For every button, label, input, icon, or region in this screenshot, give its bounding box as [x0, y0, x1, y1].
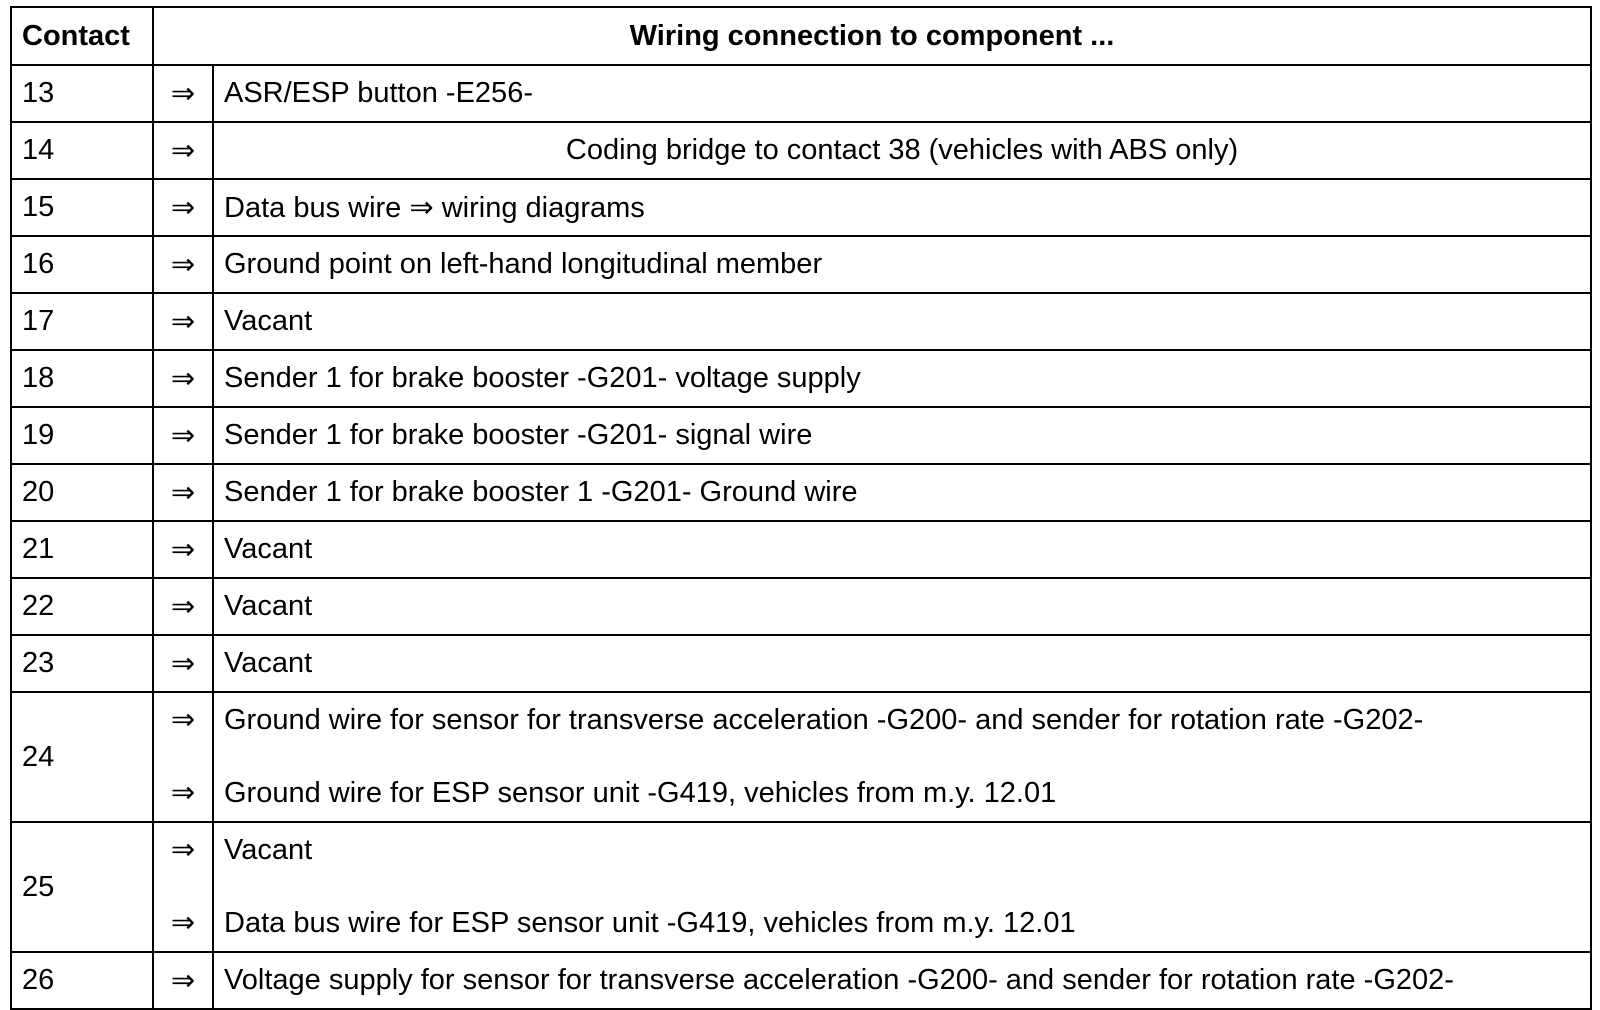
connection-description: Coding bridge to contact 38 (vehicles with ABS only) [213, 122, 1591, 179]
arrow-cell [153, 822, 213, 952]
table-row [11, 521, 1591, 578]
arrow-icon: ⇒ [153, 293, 213, 350]
connection-description: Vacant [213, 578, 1591, 635]
arrow-icon: ⇒ [170, 704, 196, 736]
header-contact: Contact [11, 7, 153, 65]
contact-number: 15 [11, 179, 153, 236]
table-row [11, 578, 1591, 635]
table-row [11, 293, 1591, 350]
connection-description: ASR/ESP button -E256- [213, 65, 1591, 122]
contact-number: 14 [11, 122, 153, 179]
contact-number: 26 [11, 952, 153, 1009]
arrow-icon: ⇒ [153, 236, 213, 293]
connection-description: Sender 1 for brake booster 1 -G201- Ground wire [213, 464, 1591, 521]
table-row [11, 122, 1591, 179]
connection-description: Ground wire for ESP sensor unit -G419, vehicles from m.y. 12.01 [224, 777, 1057, 809]
table-row [11, 635, 1591, 692]
table-row [11, 822, 1591, 952]
connection-description: Vacant [224, 834, 313, 866]
connection-description-cell [213, 822, 1591, 952]
contact-number: 18 [11, 350, 153, 407]
connection-description: Vacant [213, 521, 1591, 578]
arrow-icon: ⇒ [153, 578, 213, 635]
arrow-icon: ⇒ [153, 407, 213, 464]
arrow-icon: ⇒ [170, 907, 196, 939]
arrow-icon: ⇒ [153, 179, 213, 236]
arrow-icon: ⇒ [153, 65, 213, 122]
arrow-icon: ⇒ [153, 952, 213, 1009]
connection-description: Voltage supply for sensor for transverse acceleration -G200- and sender for rotation rate -G202- [213, 952, 1591, 1009]
arrow-icon: ⇒ [153, 521, 213, 578]
table-row [11, 692, 1591, 822]
contact-number: 16 [11, 236, 153, 293]
arrow-icon: ⇒ [170, 777, 196, 809]
arrow-icon: ⇒ [153, 464, 213, 521]
connection-description-cell [213, 692, 1591, 822]
contact-number: 19 [11, 407, 153, 464]
table-row [11, 65, 1591, 122]
table-header-row [11, 7, 1591, 65]
connection-description: Data bus wire ⇒ wiring diagrams [213, 179, 1591, 236]
arrow-icon: ⇒ [153, 350, 213, 407]
arrow-icon: ⇒ [170, 834, 196, 866]
wiring-connection-table [10, 6, 1592, 1010]
table-row [11, 179, 1591, 236]
contact-number: 13 [11, 65, 153, 122]
table-row [11, 236, 1591, 293]
connection-description: Vacant [213, 635, 1591, 692]
table-row [11, 407, 1591, 464]
header-wiring-connection: Wiring connection to component ... [153, 7, 1591, 65]
table-row [11, 464, 1591, 521]
contact-number: 25 [11, 822, 153, 952]
arrow-cell [153, 692, 213, 822]
table-row [11, 952, 1591, 1009]
contact-number: 24 [11, 692, 153, 822]
contact-number: 23 [11, 635, 153, 692]
contact-number: 21 [11, 521, 153, 578]
connection-description: Sender 1 for brake booster -G201- voltage supply [213, 350, 1591, 407]
connection-description: Vacant [213, 293, 1591, 350]
contact-number: 22 [11, 578, 153, 635]
connection-description: Sender 1 for brake booster -G201- signal wire [213, 407, 1591, 464]
arrow-icon: ⇒ [153, 122, 213, 179]
table-row [11, 350, 1591, 407]
contact-number: 20 [11, 464, 153, 521]
connection-description: Data bus wire for ESP sensor unit -G419, vehicles from m.y. 12.01 [224, 907, 1076, 939]
contact-number: 17 [11, 293, 153, 350]
arrow-icon: ⇒ [153, 635, 213, 692]
connection-description: Ground wire for sensor for transverse acceleration -G200- and sender for rotation rate -G202- [224, 704, 1424, 736]
connection-description: Ground point on left-hand longitudinal member [213, 236, 1591, 293]
